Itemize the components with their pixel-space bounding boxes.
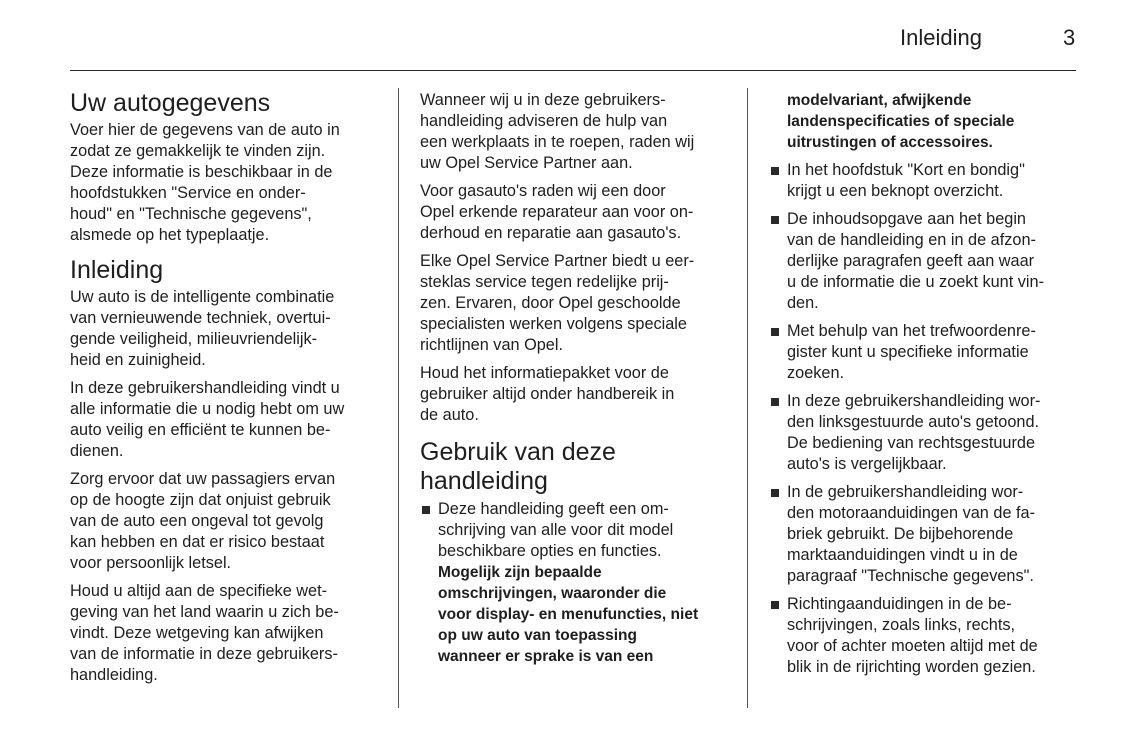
square-bullet-icon bbox=[771, 167, 779, 175]
text-line: Elke Opel Service Partner biedt u eer- bbox=[420, 252, 695, 270]
text-line: blik in de rijrichting worden gezien. bbox=[787, 658, 1036, 676]
heading-line: handleiding bbox=[420, 467, 548, 495]
bullet-list bbox=[769, 160, 1079, 678]
text-line: den motoraanduidingen van de fa- bbox=[787, 504, 1036, 522]
text-line: voor of achter moeten altijd met de bbox=[787, 637, 1038, 655]
column-2 bbox=[420, 90, 732, 674]
text-line: derhoud en reparatie aan gasauto's. bbox=[420, 224, 682, 242]
text-line: van de informatie in deze gebruikers- bbox=[70, 645, 338, 663]
text-line: krijgt u een beknopt overzicht. bbox=[787, 182, 1004, 200]
text-line: In de gebruikershandleiding wor- bbox=[787, 483, 1024, 501]
text-line: van de auto een ongeval tot gevolg bbox=[70, 512, 324, 530]
text-line: handleiding adviseren de hulp van bbox=[420, 112, 668, 130]
text-line: De bediening van rechtsgestuurde bbox=[787, 434, 1036, 452]
text-line: Zorg ervoor dat uw passagiers ervan bbox=[70, 470, 336, 488]
text-line: schrijvingen, zoals links, rechts, bbox=[787, 616, 1016, 634]
text-line: Houd het informatiepakket voor de bbox=[420, 364, 669, 382]
paragraph bbox=[70, 581, 382, 686]
page-number: 3 bbox=[1063, 25, 1076, 50]
text-line: Wanneer wij u in deze gebruikers- bbox=[420, 91, 666, 109]
column-divider-1 bbox=[398, 88, 399, 708]
bullet-item bbox=[769, 391, 1079, 475]
square-bullet-icon bbox=[771, 216, 779, 224]
text-line: gister kunt u specifieke informatie bbox=[787, 343, 1029, 361]
text-line: dienen. bbox=[70, 442, 124, 460]
header-rule bbox=[70, 70, 1076, 71]
text-line: Uw auto is de intelligente combinatie bbox=[70, 288, 335, 306]
text-line: In deze gebruikershandleiding wor- bbox=[787, 392, 1041, 410]
paragraph bbox=[70, 378, 382, 462]
text-line: richtlijnen van Opel. bbox=[420, 336, 563, 354]
text-line: zoeken. bbox=[787, 364, 845, 382]
text-line: steklas service tegen redelijke prij- bbox=[420, 273, 669, 291]
text-line: derlijke paragrafen geeft aan waar bbox=[787, 252, 1035, 270]
paragraph bbox=[420, 251, 732, 356]
text-line: hoofdstukken "Service en onder- bbox=[70, 184, 306, 202]
text-line: alsmede op het typeplaatje. bbox=[70, 226, 270, 244]
paragraph bbox=[70, 120, 382, 246]
text-line: Voor gasauto's raden wij een door bbox=[420, 182, 666, 200]
bullet-item bbox=[769, 209, 1079, 314]
text-line: van de handleiding en in de afzon- bbox=[787, 231, 1036, 249]
column-3 bbox=[769, 90, 1079, 685]
text-line: op de hoogte zijn dat onjuist gebruik bbox=[70, 491, 331, 509]
square-bullet-icon bbox=[422, 506, 430, 514]
bold-text-line: modelvariant, afwijkende bbox=[787, 92, 972, 109]
text-line: marktaanduidingen vindt u in de bbox=[787, 546, 1018, 564]
text-line: Deze informatie is beschikbaar in de bbox=[70, 163, 333, 181]
text-line: vindt. Deze wetgeving kan afwijken bbox=[70, 624, 324, 642]
text-line: handleiding. bbox=[70, 666, 158, 684]
text-line: auto veilig en efficiënt te kunnen be- bbox=[70, 421, 331, 439]
text-line: houd" en "Technische gegevens", bbox=[70, 205, 312, 223]
text-line: beschikbare opties en functies. bbox=[438, 542, 662, 560]
text-line: kan hebben en dat er risico bestaat bbox=[70, 533, 325, 551]
square-bullet-icon bbox=[771, 601, 779, 609]
text-line: zodat ze gemakkelijk te vinden zijn. bbox=[70, 142, 326, 160]
bullet-item bbox=[769, 321, 1079, 384]
bullet-item bbox=[420, 499, 732, 667]
text-line: Deze handleiding geeft een om- bbox=[438, 500, 669, 518]
text-line: voor persoonlijk letsel. bbox=[70, 554, 232, 572]
text-line: De inhoudsopgave aan het begin bbox=[787, 210, 1026, 228]
text-line: auto's is vergelijkbaar. bbox=[787, 455, 947, 473]
square-bullet-icon bbox=[771, 328, 779, 336]
text-line: gende veiligheid, milieuvriendelijk- bbox=[70, 330, 318, 348]
bullet-item bbox=[769, 594, 1079, 678]
bold-text-line: op uw auto van toepassing bbox=[438, 627, 637, 644]
paragraph bbox=[420, 90, 732, 174]
square-bullet-icon bbox=[771, 398, 779, 406]
text-line: schrijving van alle voor dit model bbox=[438, 521, 674, 539]
text-line: uw Opel Service Partner aan. bbox=[420, 154, 633, 172]
column-1 bbox=[70, 88, 382, 693]
text-line: den. bbox=[787, 294, 819, 312]
heading-inleiding: Inleiding bbox=[70, 256, 164, 284]
text-line: zen. Ervaren, door Opel geschoolde bbox=[420, 294, 681, 312]
text-line: In het hoofdstuk "Kort en bondig" bbox=[787, 161, 1025, 179]
text-line: Houd u altijd aan de specifieke wet- bbox=[70, 582, 328, 600]
text-line: den linksgestuurde auto's getoond. bbox=[787, 413, 1040, 431]
bullet-item bbox=[769, 482, 1079, 587]
bullet-list bbox=[420, 499, 732, 667]
paragraph bbox=[70, 287, 382, 371]
text-line: Met behulp van het trefwoordenre- bbox=[787, 322, 1036, 340]
bold-text-line: Mogelijk zijn bepaalde bbox=[438, 564, 602, 581]
continued-bold-text bbox=[769, 90, 1079, 153]
square-bullet-icon bbox=[771, 489, 779, 497]
text-line: van vernieuwende techniek, overtui- bbox=[70, 309, 331, 327]
text-line: een werkplaats in te roepen, raden wij bbox=[420, 133, 695, 151]
text-line: alle informatie die u nodig hebt om uw bbox=[70, 400, 345, 418]
section-title: Inleiding bbox=[900, 25, 982, 50]
text-line: In deze gebruikershandleiding vindt u bbox=[70, 379, 340, 397]
bold-text-line: wanneer er sprake is van een bbox=[438, 648, 654, 665]
heading-line: Gebruik van deze bbox=[420, 438, 616, 466]
text-line: briek gebruikt. De bijbehorende bbox=[787, 525, 1014, 543]
text-line: paragraaf "Technische gegevens". bbox=[787, 567, 1034, 585]
text-line: Richtingaanduidingen in de be- bbox=[787, 595, 1012, 613]
paragraph bbox=[70, 469, 382, 574]
bold-text-line: omschrijvingen, waaronder die bbox=[438, 585, 667, 602]
text-line: heid en zuinigheid. bbox=[70, 351, 206, 369]
bullet-item bbox=[769, 160, 1079, 202]
text-line: Voer hier de gegevens van de auto in bbox=[70, 121, 340, 139]
heading-gebruik-van-deze-handleiding bbox=[420, 438, 732, 496]
text-line: gebruiker altijd onder handbereik in bbox=[420, 385, 675, 403]
text-line: Opel erkende reparateur aan voor on- bbox=[420, 203, 694, 221]
paragraph bbox=[420, 363, 732, 426]
bold-text-line: voor display- en menufuncties, niet bbox=[438, 606, 699, 623]
bold-text-line: uitrustingen of accessoires. bbox=[787, 134, 993, 151]
bold-text-line: landenspecificaties of speciale bbox=[787, 113, 1015, 130]
text-line: u de informatie die u zoekt kunt vin- bbox=[787, 273, 1045, 291]
text-line: specialisten werken volgens speciale bbox=[420, 315, 687, 333]
column-divider-2 bbox=[747, 88, 748, 708]
paragraph bbox=[420, 181, 732, 244]
text-line: de auto. bbox=[420, 406, 479, 424]
heading-uw-autogegevens: Uw autogegevens bbox=[70, 89, 271, 117]
text-line: geving van het land waarin u zich be- bbox=[70, 603, 339, 621]
